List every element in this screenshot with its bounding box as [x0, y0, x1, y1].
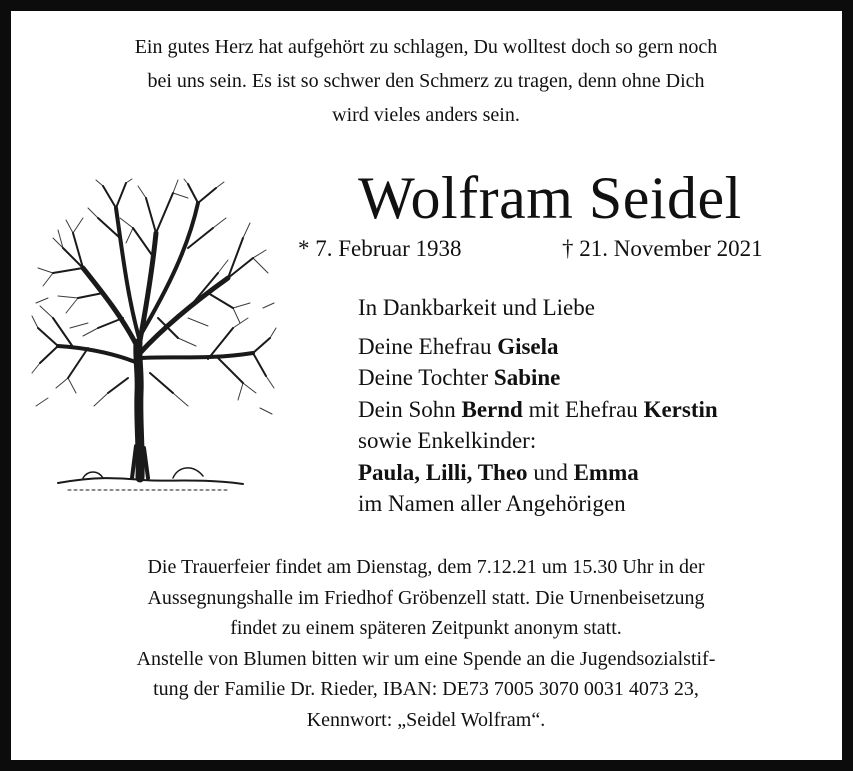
birth-date: * 7. Februar 1938 [298, 236, 462, 261]
ceremony-line: Anstelle von Blumen bitten wir um eine Spende an die Jugendsozialstif- [136, 647, 716, 670]
mourner-daughter [358, 362, 718, 394]
ceremony-line: Kennwort: „Seidel Wolfram“. [306, 708, 546, 731]
grandchildren-label: sowie Enkelkinder: [358, 428, 537, 453]
mourner-name: Paula, Lilli, Theo [358, 459, 528, 485]
mourners-list [358, 292, 718, 520]
mourner-name: Bernd [461, 396, 523, 422]
mourner-son [358, 394, 718, 426]
mourner-relation: mit Ehefrau [522, 396, 644, 422]
poem-line: bei uns sein. Es ist so schwer den Schmerz zu tragen, denn ohne Dich [147, 70, 705, 92]
ceremony-line: Die Trauerfeier findet am Dienstag, dem 7.12.21 um 15.30 Uhr in der [147, 556, 705, 578]
mourners-intro: In Dankbarkeit und Liebe [358, 295, 595, 320]
conjunction: und [527, 459, 574, 485]
poem-line: Ein gutes Herz hat aufgehört zu schlagen, Du wolltest doch so gern noch [134, 36, 718, 58]
mourner-relation: Dein Sohn [358, 396, 462, 422]
mourner-relation: Deine Ehefrau [358, 333, 498, 359]
ceremony-info [20, 552, 832, 735]
grandchildren-names [358, 457, 718, 489]
mourners-closing: im Namen aller Angehörigen [358, 491, 626, 516]
poem-line: wird vieles anders sein. [332, 104, 520, 126]
deceased-name: Wolfram Seidel [358, 165, 742, 231]
mourner-name: Sabine [493, 365, 561, 390]
mourner-name: Gisela [497, 333, 559, 359]
death-date: † 21. November 2021 [562, 236, 763, 261]
mourner-name: Kerstin [643, 396, 718, 422]
ceremony-line: findet zu einem späteren Zeitpunkt anonym statt. [230, 617, 622, 639]
ceremony-line: tung der Familie Dr. Rieder, IBAN: DE73 7005 3070 0031 4073 23, [153, 678, 699, 700]
poem [20, 30, 832, 132]
tree-illustration [28, 178, 278, 500]
mourner-wife [358, 331, 718, 363]
ceremony-line: Aussegnungshalle im Friedhof Gröbenzell statt. Die Urnenbeisetzung [147, 586, 705, 609]
mourner-name: Emma [573, 459, 639, 485]
mourner-relation: Deine Tochter [358, 365, 494, 390]
